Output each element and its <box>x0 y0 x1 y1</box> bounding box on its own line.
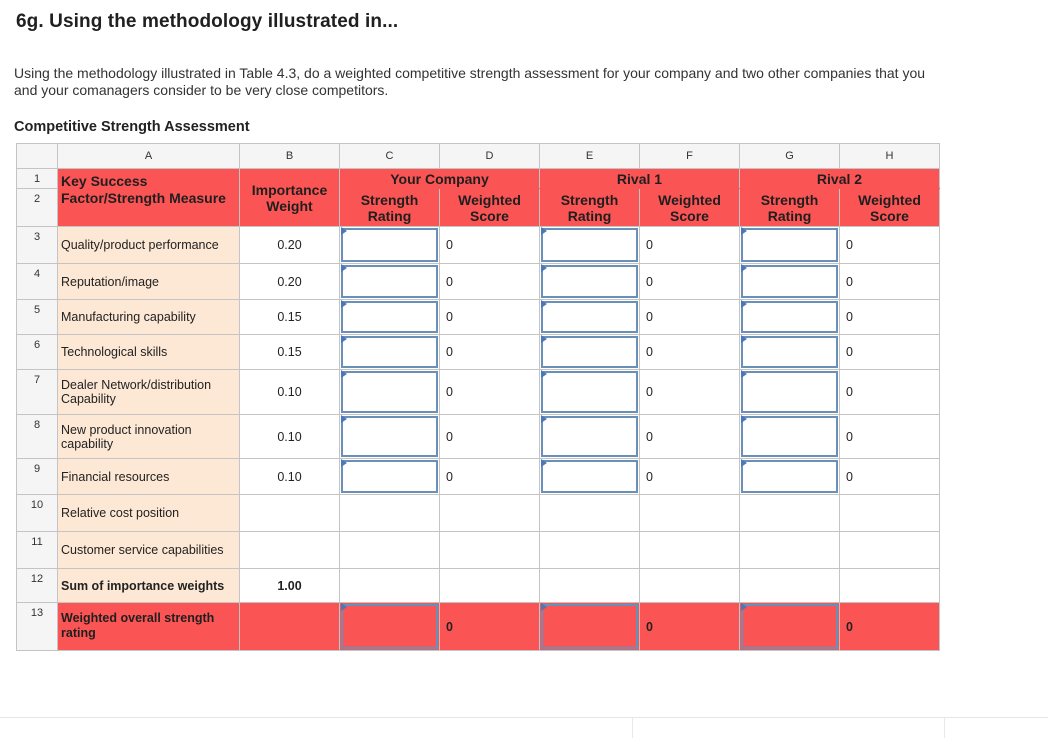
table-row <box>17 335 940 370</box>
your-company-rating-input[interactable] <box>340 264 440 300</box>
strength-assessment-spreadsheet <box>16 143 940 651</box>
rival2-weighted-score: 0 <box>840 370 940 415</box>
your-company-weighted-score: 0 <box>440 227 540 264</box>
rival2-rating-input[interactable] <box>740 459 840 495</box>
section-title: Competitive Strength Assessment <box>14 119 250 135</box>
rival1-weighted-score: 0 <box>640 415 740 459</box>
table-row <box>17 264 940 300</box>
your-company-rating-input[interactable] <box>340 415 440 459</box>
table-row <box>17 415 940 459</box>
rival2-weighted-score: 0 <box>840 415 940 459</box>
column-letter: F <box>640 144 740 169</box>
footer-divider <box>0 717 1048 718</box>
rival2-rating-input[interactable] <box>740 227 840 264</box>
corner-cell <box>17 144 58 169</box>
importance-weight: 0.10 <box>240 459 340 495</box>
your-company-rating-input[interactable] <box>340 335 440 370</box>
empty-cell <box>840 569 940 603</box>
factor-label: Quality/product performance <box>58 227 240 264</box>
rival1-rating-input[interactable] <box>540 227 640 264</box>
empty-cell <box>640 495 740 532</box>
table-row <box>17 300 940 335</box>
empty-cell <box>240 532 340 569</box>
rival2-rating-input[interactable] <box>740 370 840 415</box>
empty-cell <box>640 569 740 603</box>
importance-weight: 0.20 <box>240 227 340 264</box>
factor-label: New product innovation capability <box>58 415 240 459</box>
your-company-header: Your Company <box>340 169 540 189</box>
your-company-total-input[interactable] <box>340 603 440 651</box>
your-company-rating-input[interactable] <box>340 459 440 495</box>
rival2-weighted-score: 0 <box>840 264 940 300</box>
your-company-weighted-score: 0 <box>440 335 540 370</box>
empty-cell <box>740 532 840 569</box>
row-number: 7 <box>17 370 58 415</box>
page-title: 6g. Using the methodology illustrated in... <box>16 11 399 32</box>
empty-red-cell <box>240 603 340 651</box>
rival1-total-input[interactable] <box>540 603 640 651</box>
column-letter: E <box>540 144 640 169</box>
rival1-header: Rival 1 <box>540 169 740 189</box>
importance-weight: 0.20 <box>240 264 340 300</box>
empty-cell <box>440 532 540 569</box>
column-header-row <box>17 144 940 169</box>
row-number: 2 <box>17 189 58 227</box>
empty-cell <box>640 532 740 569</box>
importance-weight: 0.15 <box>240 300 340 335</box>
empty-cell <box>740 569 840 603</box>
importance-weight: 0.10 <box>240 370 340 415</box>
empty-cell <box>440 495 540 532</box>
factor-label: Dealer Network/distribution Capability <box>58 370 240 415</box>
empty-cell <box>540 569 640 603</box>
row-number: 11 <box>17 532 58 569</box>
column-letter: D <box>440 144 540 169</box>
rival2-weighted-score: 0 <box>840 335 940 370</box>
table-row <box>17 459 940 495</box>
header-row-1 <box>17 169 940 189</box>
total-label: Weighted overall strength rating <box>58 603 240 651</box>
factor-label: Reputation/image <box>58 264 240 300</box>
rival1-weighted-score: 0 <box>640 459 740 495</box>
empty-cell <box>340 495 440 532</box>
total-row <box>17 603 940 651</box>
empty-cell <box>740 495 840 532</box>
row-number: 1 <box>17 169 58 189</box>
rival1-rating-input[interactable] <box>540 415 640 459</box>
rival2-rating-input[interactable] <box>740 335 840 370</box>
row-number: 4 <box>17 264 58 300</box>
rival1-weighted-score: 0 <box>640 300 740 335</box>
row-number: 10 <box>17 495 58 532</box>
rival1-rating-input[interactable] <box>540 300 640 335</box>
factor-label: Financial resources <box>58 459 240 495</box>
your-company-weighted-score: 0 <box>440 459 540 495</box>
empty-cell <box>540 495 640 532</box>
importance-weight: 0.10 <box>240 415 340 459</box>
footer-separator <box>944 718 945 738</box>
column-letter: H <box>840 144 940 169</box>
strength-rating-header: Strength Rating <box>540 189 640 227</box>
table-row <box>17 532 940 569</box>
rival2-rating-input[interactable] <box>740 300 840 335</box>
rival1-weighted-score: 0 <box>640 227 740 264</box>
factor-label: Technological skills <box>58 335 240 370</box>
strength-rating-header: Strength Rating <box>340 189 440 227</box>
key-factor-header: Key Success Factor/Strength Measure <box>58 169 240 227</box>
strength-rating-header: Strength Rating <box>740 189 840 227</box>
rival1-rating-input[interactable] <box>540 459 640 495</box>
empty-cell <box>240 495 340 532</box>
row-number: 13 <box>17 603 58 651</box>
rival1-weighted-score: 0 <box>640 264 740 300</box>
empty-cell <box>540 532 640 569</box>
weighted-score-header: Weighted Score <box>840 189 940 227</box>
empty-cell <box>340 569 440 603</box>
your-company-rating-input[interactable] <box>340 300 440 335</box>
your-company-weighted-score: 0 <box>440 415 540 459</box>
row-number: 9 <box>17 459 58 495</box>
row-number: 5 <box>17 300 58 335</box>
row-number: 8 <box>17 415 58 459</box>
rival1-total-score: 0 <box>640 603 740 651</box>
table-row <box>17 227 940 264</box>
weighted-score-header: Weighted Score <box>440 189 540 227</box>
column-letter: B <box>240 144 340 169</box>
weighted-score-header: Weighted Score <box>640 189 740 227</box>
row-number: 3 <box>17 227 58 264</box>
rival1-rating-input[interactable] <box>540 264 640 300</box>
rival2-header: Rival 2 <box>740 169 940 189</box>
your-company-total-score: 0 <box>440 603 540 651</box>
footer-separator <box>632 718 633 738</box>
rival1-rating-input[interactable] <box>540 370 640 415</box>
rival2-total-input[interactable] <box>740 603 840 651</box>
your-company-weighted-score: 0 <box>440 370 540 415</box>
your-company-weighted-score: 0 <box>440 264 540 300</box>
column-letter: A <box>58 144 240 169</box>
sum-of-weights: 1.00 <box>240 569 340 603</box>
rival1-weighted-score: 0 <box>640 370 740 415</box>
factor-label: Customer service capabilities <box>58 532 240 569</box>
rival2-weighted-score: 0 <box>840 459 940 495</box>
column-letter: C <box>340 144 440 169</box>
rival1-rating-input[interactable] <box>540 335 640 370</box>
table-row <box>17 495 940 532</box>
empty-cell <box>840 495 940 532</box>
rival2-weighted-score: 0 <box>840 227 940 264</box>
importance-weight: 0.15 <box>240 335 340 370</box>
sum-row <box>17 569 940 603</box>
your-company-weighted-score: 0 <box>440 300 540 335</box>
table-row <box>17 370 940 415</box>
importance-weight-header: Importance Weight <box>240 169 340 227</box>
rival2-weighted-score: 0 <box>840 300 940 335</box>
row-number: 12 <box>17 569 58 603</box>
empty-cell <box>840 532 940 569</box>
your-company-rating-input[interactable] <box>340 227 440 264</box>
question-text: Using the methodology illustrated in Table 4.3, do a weighted competitive strength assessment for your company and two other companies that you and your comanagers consider to be very close competitors. <box>14 65 926 98</box>
rival2-rating-input[interactable] <box>740 264 840 300</box>
column-letter: G <box>740 144 840 169</box>
your-company-rating-input[interactable] <box>340 370 440 415</box>
sum-label: Sum of importance weights <box>58 569 240 603</box>
factor-label: Relative cost position <box>58 495 240 532</box>
rival2-rating-input[interactable] <box>740 415 840 459</box>
factor-label: Manufacturing capability <box>58 300 240 335</box>
empty-cell <box>440 569 540 603</box>
rival1-weighted-score: 0 <box>640 335 740 370</box>
empty-cell <box>340 532 440 569</box>
row-number: 6 <box>17 335 58 370</box>
rival2-total-score: 0 <box>840 603 940 651</box>
